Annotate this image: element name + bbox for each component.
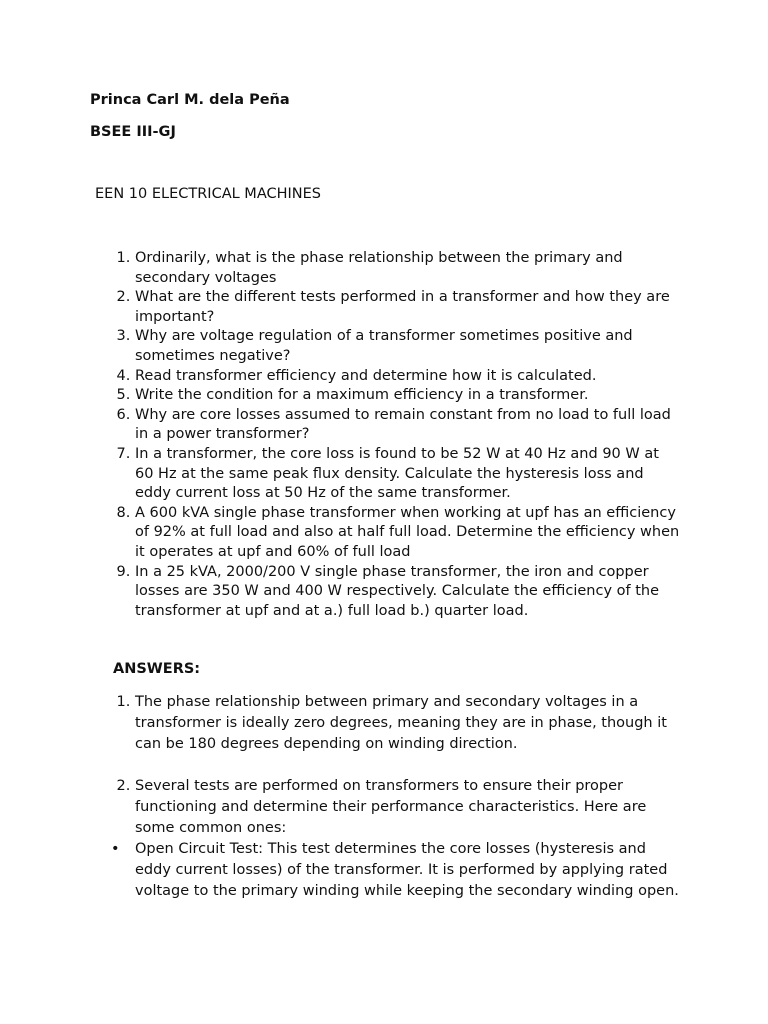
question-number: 1. <box>116 250 131 266</box>
question-number: 6. <box>116 406 131 423</box>
question-item <box>104 249 684 288</box>
question-text: Why are core losses assumed to remain constant from no load to full load in a power transformer? <box>135 406 671 443</box>
answer-number: 2. <box>116 778 131 794</box>
question-item <box>104 386 684 406</box>
answer-item <box>104 692 684 755</box>
answer-item <box>104 776 684 839</box>
question-item <box>104 563 684 622</box>
question-item <box>104 504 684 563</box>
course-section: BSEE III-GJ <box>90 124 176 140</box>
question-text: In a 25 kVA, 2000/200 V single phase transformer, the iron and copper losses are 350 W and 400 W respectively. Calculate the efficiency of the transformer at upf and at a.) full load b.) quarter load. <box>135 563 660 619</box>
question-number: 8. <box>116 504 131 521</box>
question-list <box>104 249 684 621</box>
answer-list <box>104 692 684 902</box>
question-text: In a transformer, the core loss is found to be 52 W at 40 Hz and 90 W at 60 Hz at the same peak flux density. Calculate the hysteresis loss and eddy current loss at 50 Hz of the same transformer. <box>135 445 659 502</box>
question-number: 7. <box>116 445 131 462</box>
answer-text: Open Circuit Test: This test determines the core losses (hysteresis and eddy current losses) of the transformer. It is performed by applying rated voltage to the primary winding while keeping the secondary winding open. <box>135 841 679 899</box>
question-number: 2. <box>116 289 131 306</box>
answer-text: Several tests are performed on transformers to ensure their proper functioning and determine their performance characteristics. Here are some common ones: <box>135 778 647 836</box>
question-item <box>104 406 684 445</box>
question-text: Why are voltage regulation of a transformer sometimes positive and sometimes negative? <box>135 328 633 364</box>
subject-title: EEN 10 ELECTRICAL MACHINES <box>95 186 321 202</box>
question-item <box>104 288 684 327</box>
question-text: What are the different tests performed in a transformer and how they are important? <box>135 289 670 325</box>
student-name: Princa Carl M. dela Peña <box>90 92 290 108</box>
question-number: 3. <box>116 328 131 345</box>
bullet-icon: • <box>111 841 120 857</box>
answer-text: The phase relationship between primary and secondary voltages in a transformer is ideally zero degrees, meaning they are in phase, though it can be 180 degrees depending on winding direction. <box>135 694 667 752</box>
question-item <box>104 445 684 504</box>
question-number: 9. <box>116 563 131 580</box>
answer-number: 1. <box>116 694 131 710</box>
answer-spacer <box>104 755 684 776</box>
question-text: A 600 kVA single phase transformer when working at upf has an efficiency of 92% at full load and also at half full load. Determine the efficiency when it operates at upf and 60% of full load <box>135 504 680 560</box>
answer-bullet-item <box>104 839 684 902</box>
question-text: Ordinarily, what is the phase relationship between the primary and secondary voltages <box>135 250 623 286</box>
question-number: 4. <box>116 367 131 384</box>
answers-heading: ANSWERS: <box>113 661 201 677</box>
question-number: 5. <box>116 387 131 404</box>
question-item <box>104 327 684 366</box>
question-item <box>104 367 684 387</box>
question-text: Read transformer efficiency and determine how it is calculated. <box>135 367 597 384</box>
question-text: Write the condition for a maximum efficiency in a transformer. <box>135 387 589 404</box>
